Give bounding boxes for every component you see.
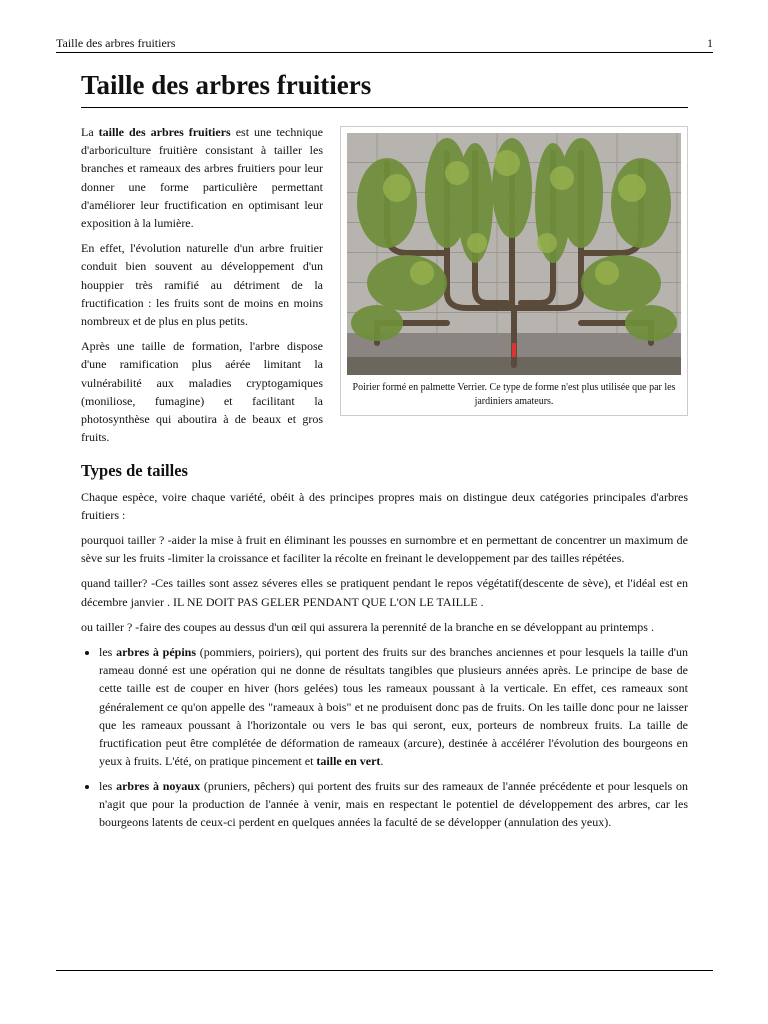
pear-tree-espalier-photo — [347, 133, 681, 375]
list-item-term: arbres à pépins — [116, 645, 197, 660]
article-body — [81, 123, 688, 837]
list-item — [99, 777, 688, 832]
page-title: Taille des arbres fruitiers — [81, 70, 688, 108]
page-number: 1 — [707, 36, 713, 50]
list-item-lead: les — [99, 645, 117, 660]
list-item-term: arbres à noyaux — [116, 778, 201, 793]
tree-type-list — [81, 643, 688, 831]
figure-caption: Poirier formé en palmette Verrier. Ce type de forme n'est plus utilisée que par les jardiniers amateurs. — [352, 382, 676, 407]
list-item-text: (pommiers, poiriers), qui portent des fruits sur des branches anciennes et pour lesquels la taille d'un rameau donné est une opération qui ne donne de résultats tangibles que plusieurs années après. Le principe de base de cette taille est de couper en hiver (hors gelées) tous les rameaux poussant à la verticale. En effet, ces rameaux sont généralement ce qu'on appelle des "rameaux à bois" et ne produisent donc pas de fruits. On les taille donc pour ne laisser que les rameaux poussant à l'horizontale ou vers le bas qui seront, eux, porteurs de nombreux fruits. La taille de fructification peut être complétée de déformation de rameaux (arcure), destinée à accélérer l'évolution des bourgeons en yeux à fruits. L'été, on pratique pincement et — [99, 645, 688, 769]
figure-pear-tree — [340, 126, 688, 416]
intro-p1-text: est une technique d'arboriculture fruitière consistant à tailler les branches et rameaux des arbres fruitiers pour leur donner une forme particulière permettant d'améliorer leur fructification en optimisant leur exposition à la lumière. — [81, 125, 323, 231]
list-item — [99, 643, 688, 770]
section-heading-types: Types de tailles — [81, 461, 188, 481]
section-paragraph-1: Chaque espèce, voire chaque variété, obéit à des principes propres mais on distingue deux catégories principales d'arbres fruitiers : — [81, 489, 688, 522]
list-item-term-2: taille en vert — [316, 754, 381, 769]
intro-paragraph-3: Après une taille de formation, l'arbre dispose d'une ramification plus aérée limitant la vulnérabilité aux maladies cryptogamiques (moniliose, fumagine) et facilitant la photosynthèse qui aboutira à de beaux et gros fruits. — [81, 339, 323, 445]
list-item-text: (pruniers, pêchers) qui portent des fruits sur des rameaux de l'année précédente et pour lesquels on n'agit que pour la production de l'année à venir, mais en respectant le potentiel de développement des arbres, car les bourgeons latents de ceux-ci perdent en quelques années la faculté de se développer (annulation des yeux). — [99, 778, 688, 829]
running-header-title: Taille des arbres fruitiers — [56, 36, 176, 50]
intro-paragraph-2: En effet, l'évolution naturelle d'un arbre fruitier conduit bien souvent au développement d'un houppier très ramifié au détriment de la fructification : les fruits sont de moins en moins nombreux et de plus en plus petits. — [81, 241, 323, 329]
section-paragraph-3: quand tailler? -Ces tailles sont assez séveres elles se pratiquent pendant le repos végétatif(descente de sève), et l'idéal est en décembre janvier . IL NE DOIT PAS GELER PENDANT QUE L'ON LE TAILLE . — [81, 576, 688, 609]
footer-rule — [56, 970, 713, 971]
intro-term-bold: taille des arbres fruitiers — [98, 125, 231, 139]
list-item-end: . — [380, 754, 384, 769]
section-paragraph-4: ou tailler ? -faire des coupes au dessus d'un œil qui assurera la perennité de la branche en se développant au printemps . — [81, 619, 654, 634]
intro-p1-lead: La — [81, 125, 99, 139]
section-paragraph-2: pourquoi tailler ? -aider la mise à fruit en éliminant les pousses en surnombre et en permettant de concentrer un maximum de sève sur les fruits -limiter la croissance et faciliter la récolte en freinant le developpement par des tailles répétées. — [81, 533, 688, 566]
list-item-lead: les — [99, 778, 117, 793]
running-header — [56, 36, 713, 53]
